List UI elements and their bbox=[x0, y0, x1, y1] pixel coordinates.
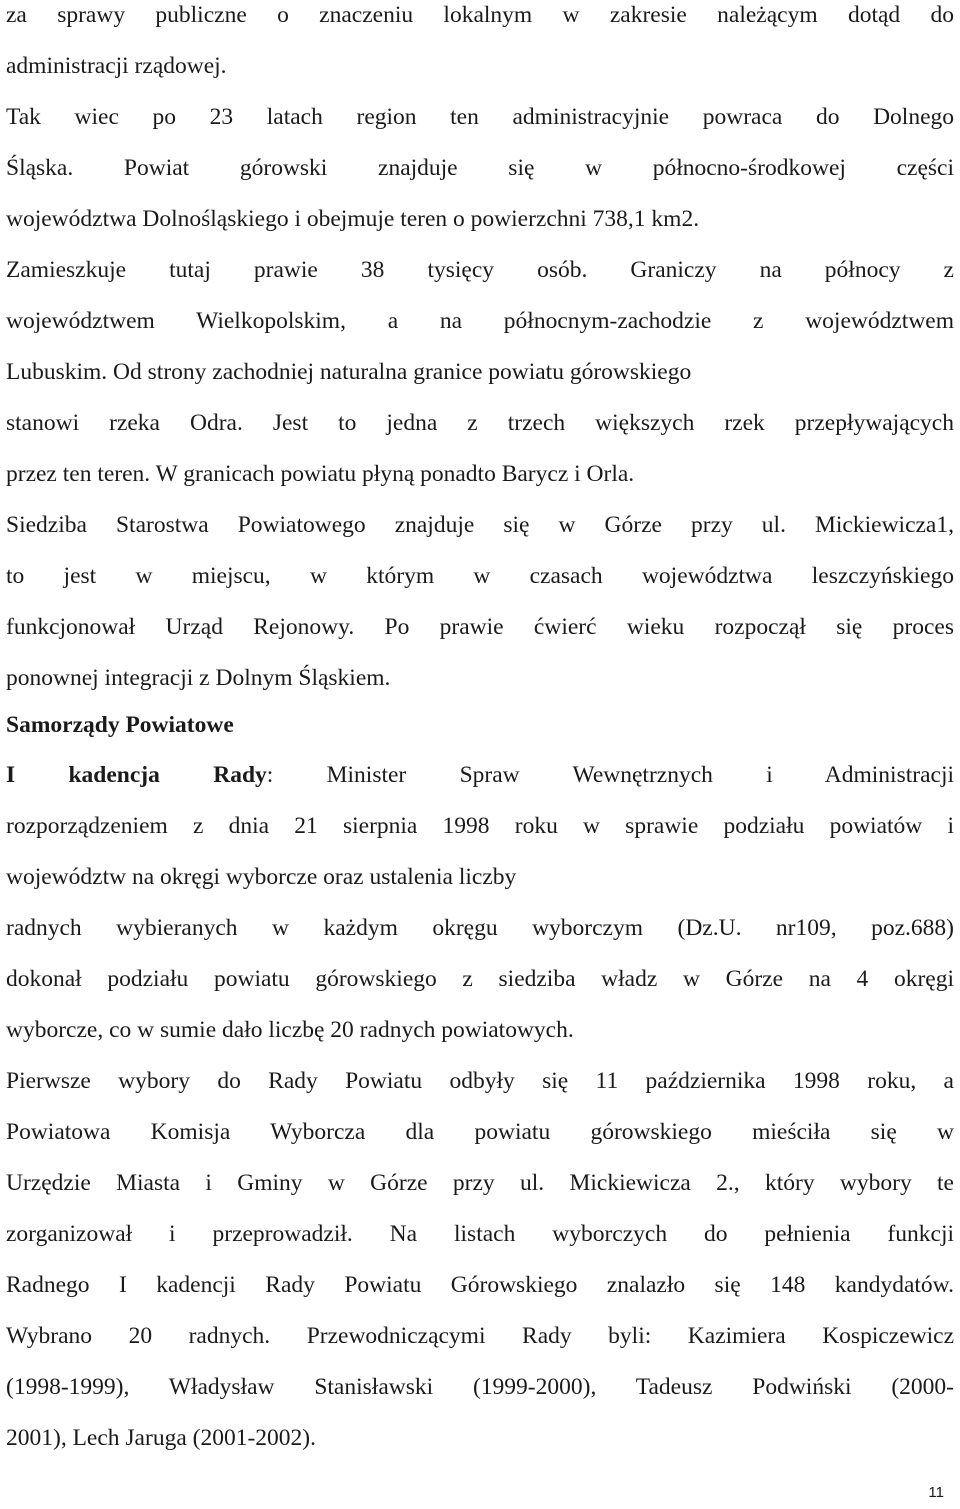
text-line: Zamieszkuje tutaj prawie 38 tysięcy osób. Graniczy na północy z bbox=[6, 257, 954, 283]
text-line: Powiatowa Komisja Wyborcza dla powiatu górowskiego mieściła się w bbox=[6, 1119, 954, 1145]
text-line: województw na okręgi wyborcze oraz ustalenia liczby bbox=[6, 864, 517, 890]
kadencja-bold: I kadencja bbox=[6, 762, 160, 788]
text-line: województwa Dolnośląskiego i obejmuje teren o powierzchni 738,1 km2. bbox=[6, 206, 700, 232]
text-line: ponownej integracji z Dolnym Śląskiem. bbox=[6, 665, 391, 691]
text-line: dokonał podziału powiatu górowskiego z siedziba władz w Górze na 4 okręgi bbox=[6, 966, 954, 992]
text-line: województwem Wielkopolskim, a na północnym-zachodzie z województwem bbox=[6, 308, 954, 334]
text-line: Wybrano 20 radnych. Przewodniczącymi Rady byli: Kazimiera Kospiczewicz bbox=[6, 1323, 954, 1349]
section-heading: Samorządy Powiatowe bbox=[6, 712, 234, 738]
text-line: funkcjonował Urząd Rejonowy. Po prawie ćwierć wieku rozpoczął się proces bbox=[6, 614, 954, 640]
text-line: administracji rządowej. bbox=[6, 53, 227, 79]
page-number: 11 bbox=[928, 1484, 944, 1501]
text-line: przez ten teren. W granicach powiatu płyną ponadto Barycz i Orla. bbox=[6, 461, 635, 487]
text-line: zorganizował i przeprowadził. Na listach wyborczych do pełnienia funkcji bbox=[6, 1221, 954, 1247]
text-line: Tak wiec po 23 latach region ten administracyjnie powraca do Dolnego bbox=[6, 104, 954, 130]
kadencja-line bbox=[6, 760, 954, 790]
text-line: (1998-1999), Władysław Stanisławski (1999-2000), Tadeusz Podwiński (2000- bbox=[6, 1374, 954, 1400]
text-line: radnych wybieranych w każdym okręgu wyborczym (Dz.U. nr109, poz.688) bbox=[6, 915, 954, 941]
rady-bold: Rady bbox=[213, 762, 267, 788]
text-line: rozporządzeniem z dnia 21 sierpnia 1998 roku w sprawie podziału powiatów i bbox=[6, 813, 954, 839]
text-line: Urzędzie Miasta i Gminy w Górze przy ul. Mickiewicza 2., który wybory te bbox=[6, 1170, 954, 1196]
text-line: Lubuskim. Od strony zachodniej naturalna granice powiatu górowskiego bbox=[6, 359, 692, 385]
kadencja-space bbox=[160, 762, 213, 788]
text-line: Siedziba Starostwa Powiatowego znajduje się w Górze przy ul. Mickiewicza1, bbox=[6, 512, 954, 538]
text-line: za sprawy publiczne o znaczeniu lokalnym w zakresie należącym dotąd do bbox=[6, 2, 954, 28]
text-line: Radnego I kadencji Rady Powiatu Górowskiego znalazło się 148 kandydatów. bbox=[6, 1272, 954, 1298]
text-line: 2001), Lech Jaruga (2001-2002). bbox=[6, 1425, 316, 1451]
kadencja-rest: : Minister Spraw Wewnętrznych i Administracji bbox=[266, 762, 955, 788]
text-line: Pierwsze wybory do Rady Powiatu odbyły się 11 października 1998 roku, a bbox=[6, 1068, 954, 1094]
text-line: wyborcze, co w sumie dało liczbę 20 radnych powiatowych. bbox=[6, 1017, 574, 1043]
text-line: to jest w miejscu, w którym w czasach województwa leszczyńskiego bbox=[6, 563, 954, 589]
text-line: stanowi rzeka Odra. Jest to jedna z trzech większych rzek przepływających bbox=[6, 410, 954, 436]
text-line: Śląska. Powiat górowski znajduje się w północno-środkowej części bbox=[6, 155, 954, 181]
